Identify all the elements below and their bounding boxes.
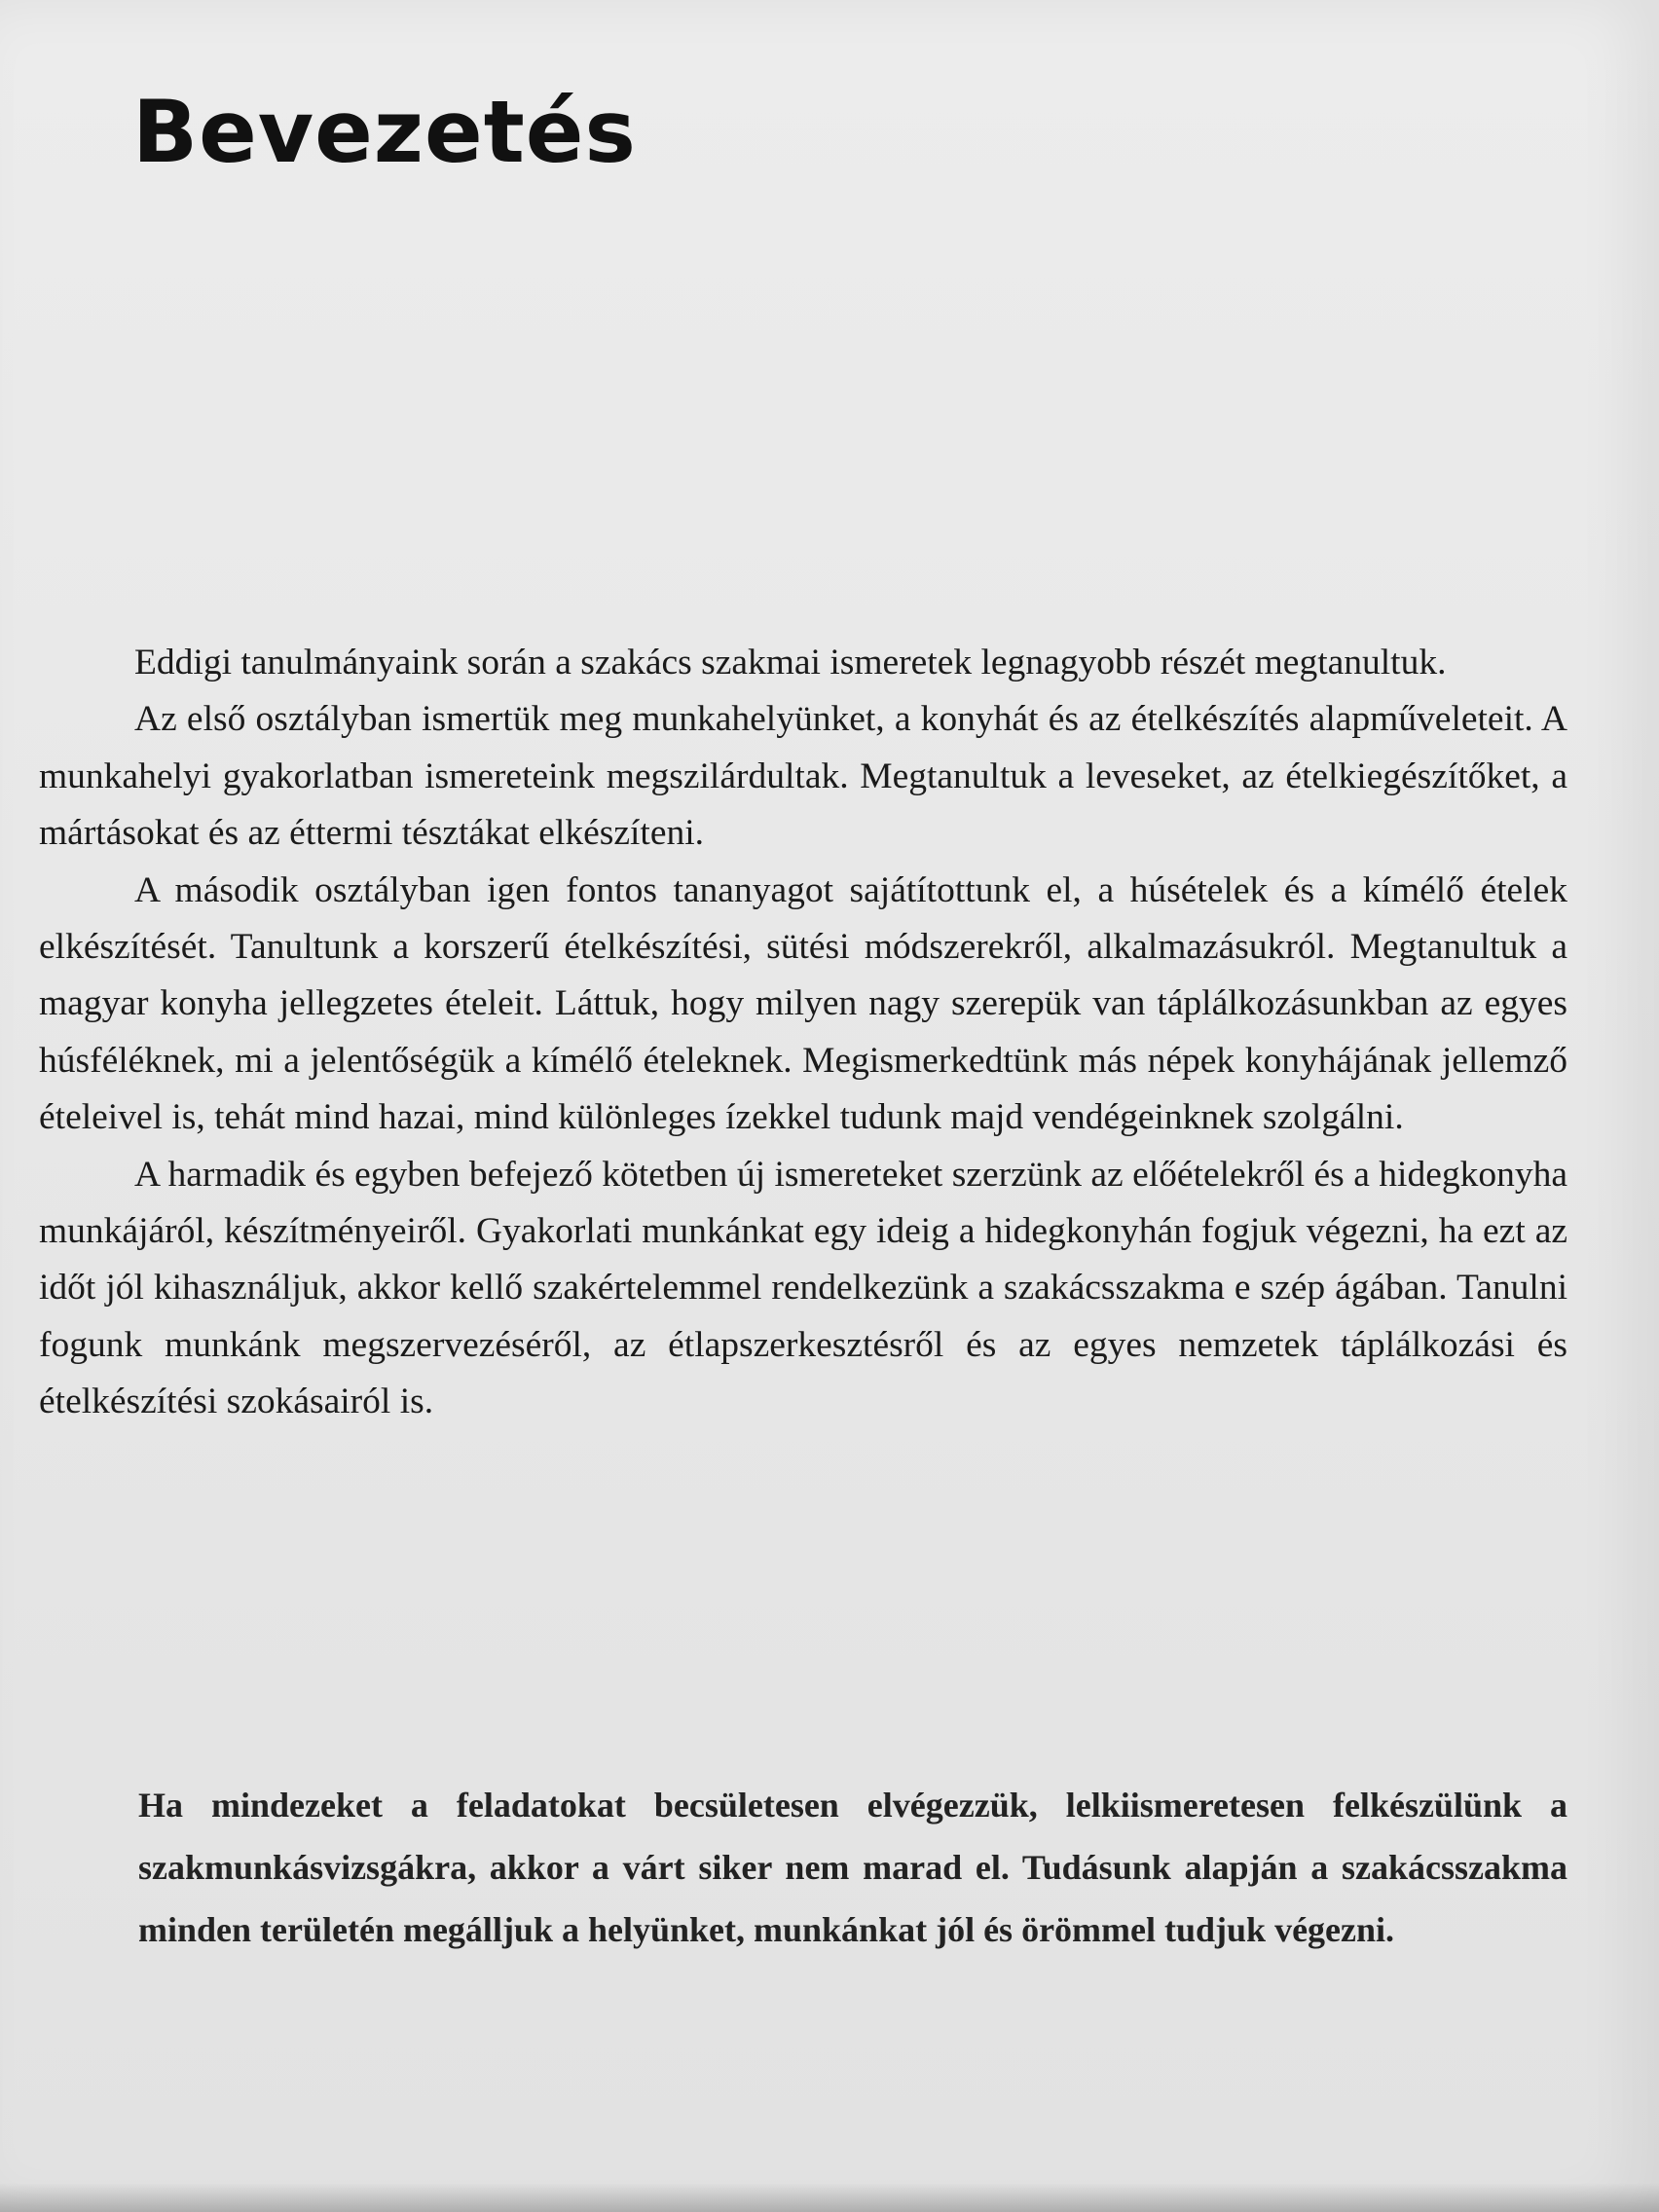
paragraph-2: Az első osztályban ismertük meg munkahelyünket, a konyhát és az ételkészítés alapműveleteit. A munkahelyi gyakorlatban ismereteink megszilárdultak. Megtanultuk a leveseket, az ételkiegészítőket, a mártásokat és az éttermi tésztákat elkészíteni. xyxy=(39,699,1567,854)
closing-statement xyxy=(138,1774,1567,1961)
body-text xyxy=(39,635,1567,1431)
page-title: Bevezetés xyxy=(132,82,637,182)
paragraph-4: A harmadik és egyben befejező kötetben új ismereteket szerzünk az előételekről és a hidegkonyha munkájáról, készítményeiről. Gyakorlati munkánkat egy ideig a hidegkonyhán fogjuk végezni, ha ezt az időt jól kihasználjuk, akkor kellő szakértelemmel rendelkezünk a szakácsszakma e szép ágában. Tanulni fogunk munkánk megszervezéséről, az étlapszerkesztésről és az egyes nemzetek táplálkozási és ételkészítési szokásairól is. xyxy=(39,1154,1567,1422)
paragraph-3: A második osztályban igen fontos tananyagot sajátítottunk el, a húsételek és a kímélő ételek elkészítését. Tanultunk a korszerű ételkészítési, sütési módszerekről, alkalmazásukról. Megtanultuk a magyar konyha jellegzetes ételeit. Láttuk, hogy milyen nagy szerepük van táplálkozásunkban az egyes húsféléknek, mi a jelentőségük a kímélő ételeknek. Megismerkedtünk más népek konyhájának jellemző ételeivel is, tehát mind hazai, mind különleges ízekkel tudunk majd vendégeinknek szolgálni. xyxy=(39,869,1567,1138)
paragraph-1: Eddigi tanulmányaink során a szakács szakmai ismeretek legnagyobb részét megtanultuk. xyxy=(134,643,1447,682)
page-bottom-edge xyxy=(0,2183,1659,2212)
closing-paragraph: Ha mindezeket a feladatokat becsületesen elvégezzük, lelkiismeretesen felkészülünk a szakmunkásvizsgákra, akkor a várt siker nem marad el. Tudásunk alapján a szakácsszakma minden területén megálljuk a helyünket, munkánkat jól és örömmel tudjuk végezni. xyxy=(138,1786,1567,1949)
